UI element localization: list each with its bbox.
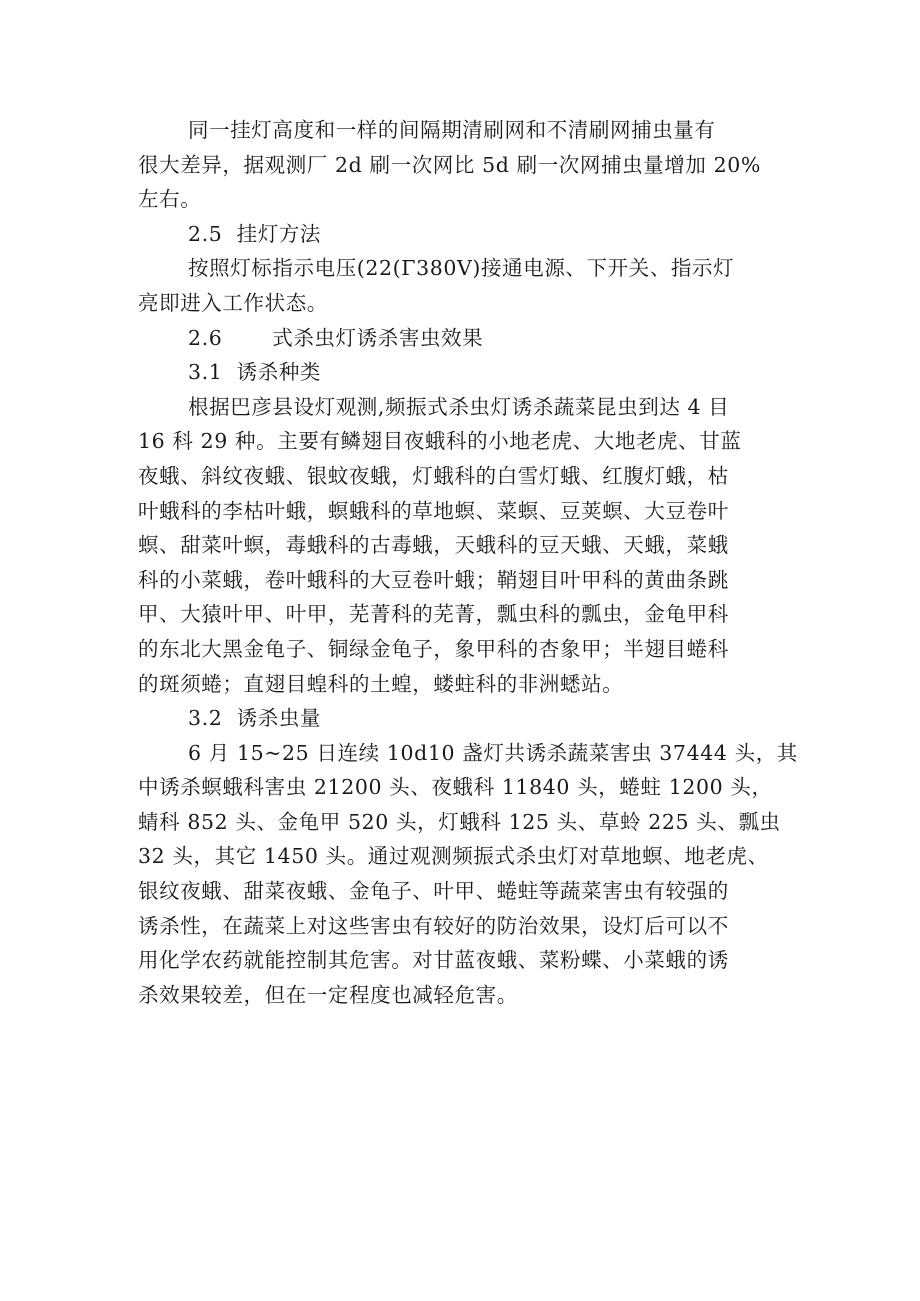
paragraph-line: 夜蛾、斜纹夜蛾、银蚊夜蛾，灯蛾科的白雪灯蛾、红腹灯蛾，枯 (138, 463, 729, 488)
paragraph-line: 根据巴彦县设灯观测,频振式杀虫灯诱杀蔬菜昆虫到达 4 目 (188, 394, 730, 419)
section-heading: 2.5 挂灯方法 (188, 221, 322, 246)
paragraph-line: 6 月 15~25 日连续 10d10 盏灯共诱杀蔬菜害虫 37444 头，其 (188, 740, 798, 765)
paragraph-line: 32 头，其它 1450 头。通过观测频振式杀虫灯对草地螟、地老虎、 (138, 844, 769, 869)
paragraph-line: 诱杀性，在蔬菜上对这些害虫有较好的防治效果，设灯后可以不 (138, 913, 729, 938)
paragraph-line: 16 科 29 种。主要有鳞翅目夜蛾科的小地老虎、大地老虎、甘蓝 (138, 429, 742, 454)
paragraph-line: 螟、甜菜叶螟，毒蛾科的古毒蛾，天蛾科的豆天蛾、天蛾，菜蛾 (138, 533, 729, 558)
paragraph-line: 同一挂灯高度和一样的间隔期清刷网和不清刷网捕虫量有 (188, 118, 716, 142)
paragraph-line: 很大差异，据观测厂 2d 刷一次网比 5d 刷一次网捕虫量增加 20% (138, 152, 761, 177)
document-page (138, 113, 798, 1012)
paragraph-line: 杀效果较差，但在一定程度也减轻危害。 (138, 982, 518, 1007)
paragraph-line: 用化学农药就能控制其危害。对甘蓝夜蛾、菜粉蝶、小菜蛾的诱 (138, 948, 729, 973)
section-heading: 3.2 诱杀虫量 (188, 706, 322, 731)
section-heading: 2.6 式杀虫灯诱杀害虫效果 (188, 325, 484, 350)
paragraph-line: 叶蛾科的李枯叶蛾，螟蛾科的草地螟、菜螟、豆荚螟、大豆卷叶 (138, 498, 729, 523)
paragraph-line: 的斑须蜷；直翅目蝗科的土蝗，蝼蛀科的非洲蟋站。 (138, 671, 624, 696)
paragraph-line: 中诱杀螟蛾科害虫 21200 头、夜蛾科 11840 头，蜷蛀 1200 头， (138, 775, 773, 800)
paragraph-line: 科的小菜蛾，卷叶蛾科的大豆卷叶蛾；鞘翅目叶甲科的黄曲条跳 (138, 567, 729, 592)
paragraph-line: 甲、大猿叶甲、叶甲，芜菁科的芜菁，瓢虫科的瓢虫，金龟甲科 (138, 602, 729, 627)
section-heading: 3.1 诱杀种类 (188, 360, 322, 385)
paragraph-line: 按照灯标指示电压(22(Γ380V)接通电源、下开关、指示灯 (188, 256, 735, 281)
paragraph-line: 亮即进入工作状态。 (138, 290, 328, 315)
paragraph-line: 左右。 (138, 187, 202, 212)
paragraph-line: 蜻科 852 头、金龟甲 520 头，灯蛾科 125 头、草蛉 225 头、瓢虫 (138, 809, 781, 834)
paragraph-line: 的东北大黑金龟子、铜绿金龟子，象甲科的杏象甲；半翅目蜷科 (138, 636, 729, 661)
paragraph-line: 银纹夜蛾、甜菜夜蛾、金龟子、叶甲、蜷蛀等蔬菜害虫有较强的 (138, 879, 729, 904)
